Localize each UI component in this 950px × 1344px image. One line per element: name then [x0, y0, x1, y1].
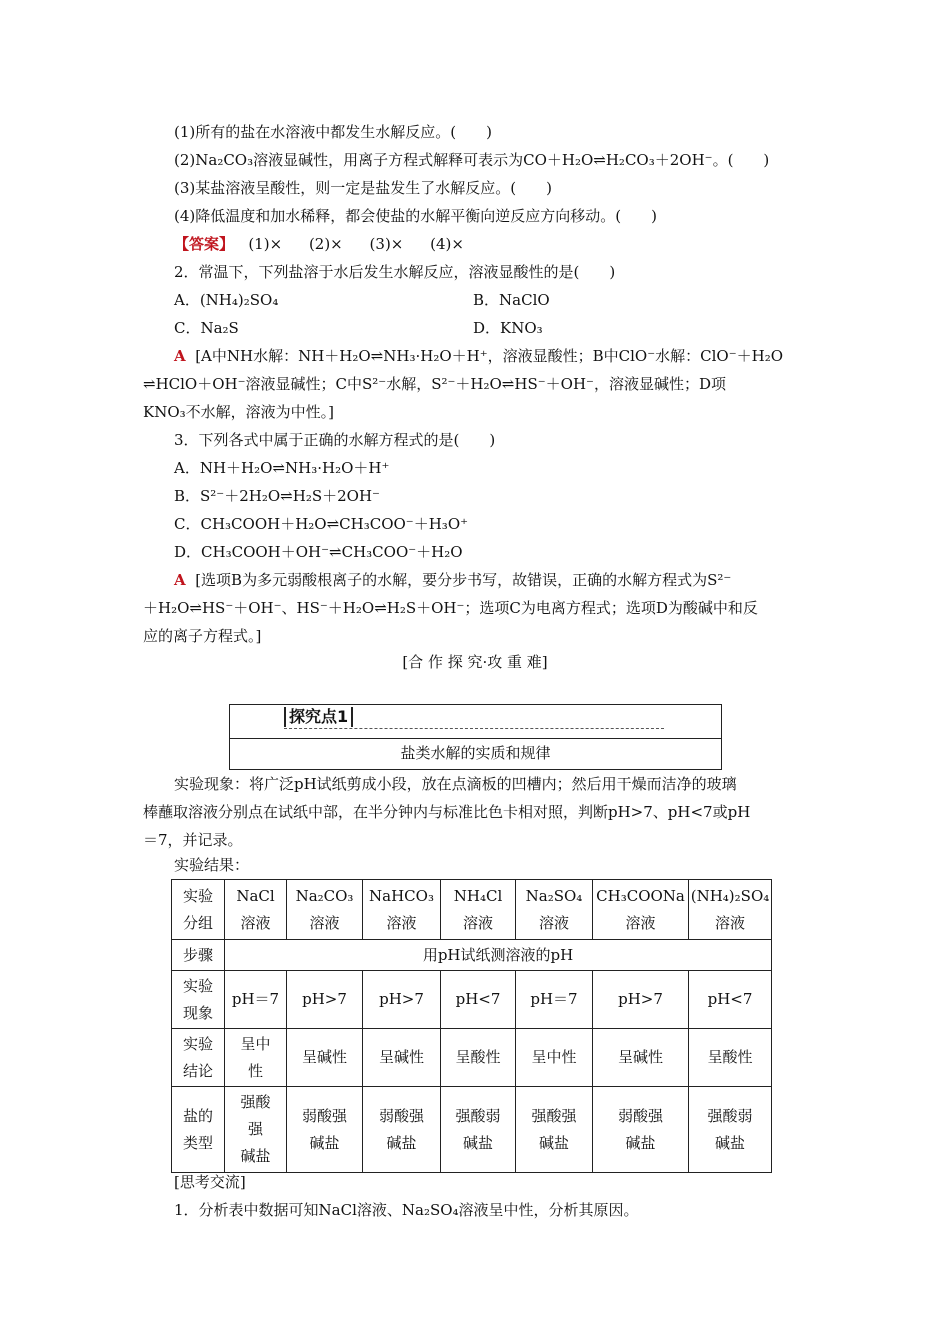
q3-option-c: C．CH₃COOH＋H₂O⇌CH₃COO⁻＋H₃O⁺ [174, 515, 469, 533]
conclusion-cell: 呈酸性 [441, 1029, 516, 1087]
type-cell: 强酸 强 碱盐 [225, 1087, 287, 1173]
type-cell: 弱酸强 碱盐 [287, 1087, 363, 1173]
conclusion-cell: 呈碱性 [287, 1029, 363, 1087]
phenomenon-cell: pH>7 [593, 971, 689, 1029]
answer-label: 【答案】 [174, 235, 235, 253]
conclusion-cell: 呈碱性 [363, 1029, 441, 1087]
answer-2: (2)× [308, 235, 343, 253]
type-cell: 强酸弱 碱盐 [689, 1087, 772, 1173]
q3-option-b: B．S²⁻＋2H₂O⇌H₂S＋2OH⁻ [174, 487, 380, 505]
discussion-label: [思考交流] [174, 1173, 246, 1191]
answer-4: (4)× [430, 235, 464, 253]
dashed-divider [284, 728, 664, 729]
q3-option-a: A．NH＋H₂O⇌NH₃·H₂O＋H⁺ [174, 459, 390, 477]
group-cell: Na₂SO₄ 溶液 [516, 880, 593, 940]
q3-answer: A [174, 571, 186, 589]
conclusion-cell: 呈中 性 [225, 1029, 287, 1087]
step-text-cell: 用pH试纸测溶液的pH [225, 940, 772, 971]
explore-point-tag: 探究点1 [284, 707, 353, 727]
phenomenon-cell: pH＝7 [516, 971, 593, 1029]
phenomenon-line-2: 棒蘸取溶液分别点在试纸中部，在半分钟内与标准比色卡相对照，判断pH>7、pH<7或pH [143, 803, 751, 821]
conclusion-cell: 呈碱性 [593, 1029, 689, 1087]
q3-explanation-line-2: ＋H₂O⇌HS⁻＋OH⁻、HS⁻＋H₂O⇌H₂S＋OH⁻；选项C为电离方程式；选项D为酸碱中和反 [143, 599, 758, 617]
table-row-phenomenon [172, 971, 772, 1029]
q3-explanation-line-3: 应的离子方程式。] [143, 627, 262, 645]
result-label: 实验结果： [174, 856, 250, 874]
table-row-type [172, 1087, 772, 1173]
type-cell: 强酸弱 碱盐 [441, 1087, 516, 1173]
phenomenon-cell: pH<7 [689, 971, 772, 1029]
type-label-cell: 盐的 类型 [172, 1087, 225, 1173]
table-row-step [172, 940, 772, 971]
group-cell: (NH₄)₂SO₄ 溶液 [689, 880, 772, 940]
q2-stem: 2．常温下，下列盐溶于水后发生水解反应，溶液显酸性的是( ) [174, 263, 616, 281]
section-title: [合 作 探 究·攻 重 难] [402, 653, 548, 671]
group-cell: NaHCO₃ 溶液 [363, 880, 441, 940]
step-label-cell: 步骤 [172, 940, 225, 971]
q3-explanation-text-1: [选项B为多元弱酸根离子的水解，要分步书写，故错误，正确的水解方程式为S²⁻ [195, 571, 732, 589]
table-row-groups [172, 880, 772, 940]
conclusion-cell: 呈中性 [516, 1029, 593, 1087]
q2-explanation-line-2: ⇌HClO＋OH⁻溶液显碱性；C中S²⁻水解，S²⁻＋H₂O⇌HS⁻＋OH⁻，溶液显碱性；D项 [143, 375, 726, 393]
q2-option-c: C．Na₂S [174, 319, 239, 337]
group-cell: Na₂CO₃ 溶液 [287, 880, 363, 940]
conclusion-cell: 呈酸性 [689, 1029, 772, 1087]
judgement-answer-row [174, 234, 486, 254]
type-cell: 弱酸强 碱盐 [363, 1087, 441, 1173]
q2-option-d: D．KNO₃ [473, 319, 543, 337]
phenomenon-cell: pH>7 [287, 971, 363, 1029]
conclusion-label-cell: 实验 结论 [172, 1029, 225, 1087]
q2-option-b: B．NaClO [473, 291, 550, 309]
explore-point-title: 盐类水解的实质和规律 [400, 744, 551, 762]
q2-option-a: A．(NH₄)₂SO₄ [174, 291, 279, 309]
group-cell: NH₄Cl 溶液 [441, 880, 516, 940]
type-cell: 强酸强 碱盐 [516, 1087, 593, 1173]
group-cell: NaCl 溶液 [225, 880, 287, 940]
answer-1: (1)× [248, 235, 283, 253]
judgement-item-2: (2)Na₂CO₃溶液显碱性，用离子方程式解释可表示为CO＋H₂O⇌H₂CO₃＋2OH⁻。( ) [174, 151, 770, 169]
judgement-item-3: (3)某盐溶液呈酸性，则一定是盐发生了水解反应。( ) [174, 179, 552, 197]
answer-3: (3)× [369, 235, 404, 253]
explore-point-box [229, 704, 722, 770]
phenomenon-cell: pH>7 [363, 971, 441, 1029]
phenomenon-cell: pH＝7 [225, 971, 287, 1029]
header-label-cell: 实验 分组 [172, 880, 225, 940]
phenomenon-cell: pH<7 [441, 971, 516, 1029]
table-row-conclusion [172, 1029, 772, 1087]
q3-option-d: D．CH₃COOH＋OH⁻⇌CH₃COO⁻＋H₂O [174, 543, 463, 561]
judgement-item-4: (4)降低温度和加水稀释，都会使盐的水解平衡向逆反应方向移动。( ) [174, 207, 657, 225]
results-table [171, 879, 772, 1173]
phenomenon-label-cell: 实验 现象 [172, 971, 225, 1029]
q3-explanation-line-1 [174, 570, 731, 590]
group-cell: CH₃COONa 溶液 [593, 880, 689, 940]
phenomenon-line-1: 实验现象：将广泛pH试纸剪成小段，放在点滴板的凹槽内；然后用干燥而洁净的玻璃 [174, 775, 737, 793]
discussion-question-1: 1．分析表中数据可知NaCl溶液、Na₂SO₄溶液呈中性，分析其原因。 [174, 1201, 639, 1219]
phenomenon-line-3: ＝7，并记录。 [143, 831, 243, 849]
type-cell: 弱酸强 碱盐 [593, 1087, 689, 1173]
q2-explanation-line-1 [174, 346, 783, 366]
q2-explanation-text-1: [A中NH水解：NH＋H₂O⇌NH₃·H₂O＋H⁺，溶液显酸性；B中ClO⁻水解：ClO⁻＋H₂O [195, 347, 784, 365]
judgement-item-1: (1)所有的盐在水溶液中都发生水解反应。( ) [174, 123, 492, 141]
q2-answer: A [174, 347, 186, 365]
explore-point-header [230, 705, 721, 739]
q3-stem: 3．下列各式中属于正确的水解方程式的是( ) [174, 431, 496, 449]
q2-explanation-line-3: KNO₃不水解，溶液为中性。] [143, 403, 334, 421]
